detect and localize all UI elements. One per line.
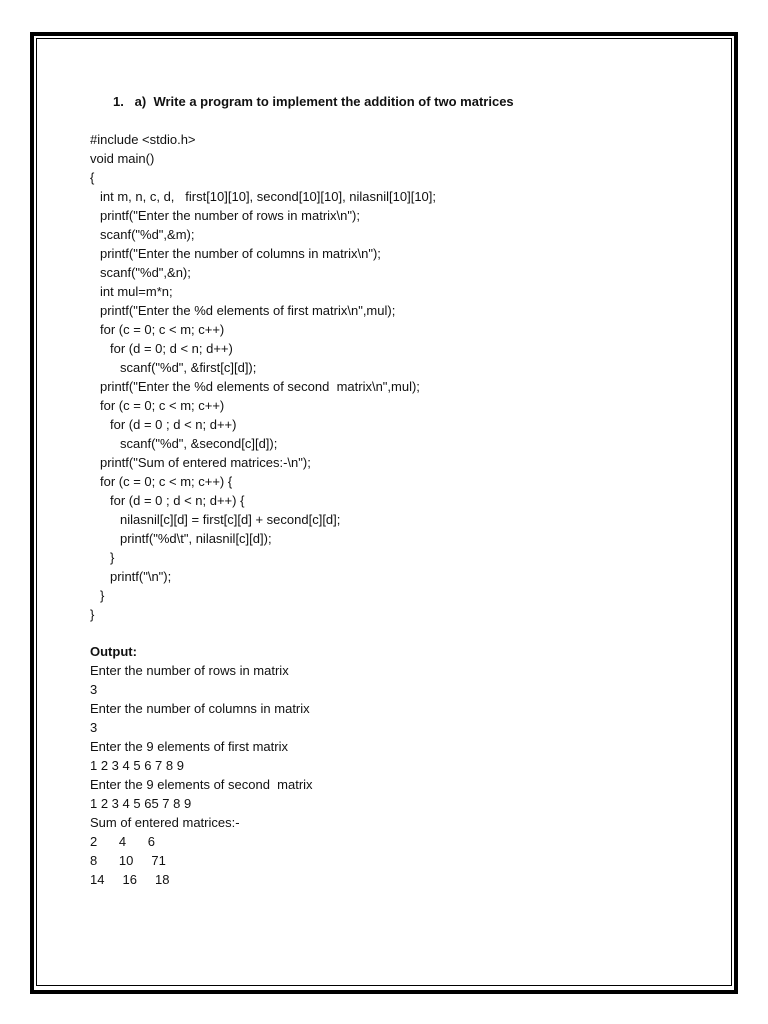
code-line: for (c = 0; c < m; c++) xyxy=(100,398,225,413)
code-line: scanf("%d", &second[c][d]); xyxy=(120,436,278,451)
output-line: 14 16 18 xyxy=(90,872,170,887)
output-line: 3 xyxy=(90,720,98,735)
code-line: nilasnil[c][d] = first[c][d] + second[c][d]; xyxy=(120,512,341,527)
code-line: printf("%d\t", nilasnil[c][d]); xyxy=(120,531,272,546)
code-line: printf("Enter the %d elements of second matrix\n",mul); xyxy=(100,379,420,394)
code-line: void main() xyxy=(90,151,155,166)
output-line: Enter the number of rows in matrix xyxy=(90,663,289,678)
code-line: } xyxy=(90,607,95,622)
code-line: printf("Enter the number of rows in matrix\n"); xyxy=(100,208,360,223)
output-line: 1 2 3 4 5 6 7 8 9 xyxy=(90,758,184,773)
output-line: 1 2 3 4 5 65 7 8 9 xyxy=(90,796,192,811)
output-line: 2 4 6 xyxy=(90,834,156,849)
code-line: scanf("%d",&m); xyxy=(100,227,195,242)
code-line: printf("Enter the number of columns in matrix\n"); xyxy=(100,246,381,261)
code-line: int m, n, c, d, first[10][10], second[10][10], nilasnil[10][10]; xyxy=(100,189,437,204)
code-line: } xyxy=(100,588,105,603)
code-listing xyxy=(90,130,436,624)
code-line: scanf("%d",&n); xyxy=(100,265,191,280)
code-line: printf("Enter the %d elements of first matrix\n",mul); xyxy=(100,303,396,318)
code-line: } xyxy=(110,550,115,565)
code-line: printf("Sum of entered matrices:-\n"); xyxy=(100,455,311,470)
question-title: 1. a) Write a program to implement the addition of two matrices xyxy=(113,94,514,109)
output-line: Sum of entered matrices:- xyxy=(90,815,240,830)
code-line: for (c = 0; c < m; c++) xyxy=(100,322,225,337)
code-line: int mul=m*n; xyxy=(100,284,173,299)
code-line: scanf("%d", &first[c][d]); xyxy=(120,360,257,375)
output-line: Enter the 9 elements of second matrix xyxy=(90,777,313,792)
code-line: printf("\n"); xyxy=(110,569,172,584)
output-line: 8 10 71 xyxy=(90,853,166,868)
output-line: 3 xyxy=(90,682,98,697)
output-heading: Output: xyxy=(90,644,137,659)
output-section xyxy=(90,642,313,889)
code-line: for (d = 0; d < n; d++) xyxy=(110,341,233,356)
code-line: { xyxy=(90,170,95,185)
code-line: #include <stdio.h> xyxy=(90,132,196,147)
code-line: for (d = 0 ; d < n; d++) { xyxy=(110,493,245,508)
code-line: for (d = 0 ; d < n; d++) xyxy=(110,417,237,432)
output-line: Enter the number of columns in matrix xyxy=(90,701,310,716)
output-lines xyxy=(90,661,313,889)
output-line: Enter the 9 elements of first matrix xyxy=(90,739,288,754)
code-line: for (c = 0; c < m; c++) { xyxy=(100,474,233,489)
